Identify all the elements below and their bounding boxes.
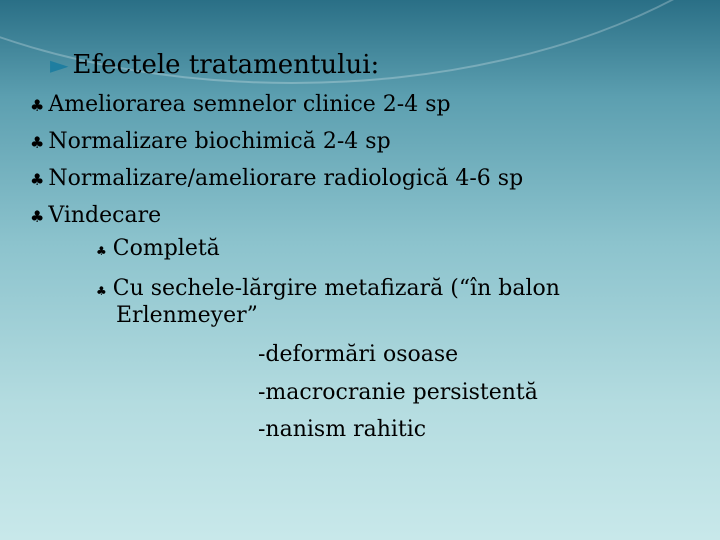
sub-list-item bbox=[96, 236, 220, 264]
sequela-line: -macrocranie persistentă bbox=[258, 380, 538, 405]
list-item bbox=[30, 166, 523, 193]
arrow-bullet-icon: ► bbox=[50, 51, 69, 79]
slide-title bbox=[50, 50, 379, 80]
list-item-text: Ameliorarea semnelor clinice 2-4 sp bbox=[48, 92, 451, 117]
title-text: Efectele tratamentului: bbox=[72, 50, 380, 80]
list-item-text: Vindecare bbox=[48, 203, 162, 228]
club-bullet-icon: ♣ bbox=[30, 170, 45, 189]
sequela-line: -deformări osoase bbox=[258, 342, 459, 367]
sequela-line: -nanism rahitic bbox=[258, 417, 427, 442]
club-bullet-icon: ♣ bbox=[30, 207, 45, 226]
list-item-text: Normalizare/ameliorare radiologică 4-6 sp bbox=[48, 166, 524, 191]
sub-list-item-text: Cu sechele-lărgire metafizară (“în balon bbox=[112, 276, 560, 301]
sub-list-item-continuation: Erlenmeyer” bbox=[116, 303, 258, 328]
club-bullet-icon: ♣ bbox=[96, 244, 107, 258]
sub-list-item bbox=[96, 276, 560, 304]
club-bullet-icon: ♣ bbox=[96, 284, 107, 298]
list-item-text: Normalizare biochimică 2-4 sp bbox=[48, 129, 391, 154]
club-bullet-icon: ♣ bbox=[30, 96, 45, 115]
list-item bbox=[30, 92, 451, 119]
list-item bbox=[30, 203, 161, 230]
club-bullet-icon: ♣ bbox=[30, 133, 45, 152]
list-item bbox=[30, 129, 391, 156]
sub-list-item-text: Completă bbox=[112, 236, 220, 261]
